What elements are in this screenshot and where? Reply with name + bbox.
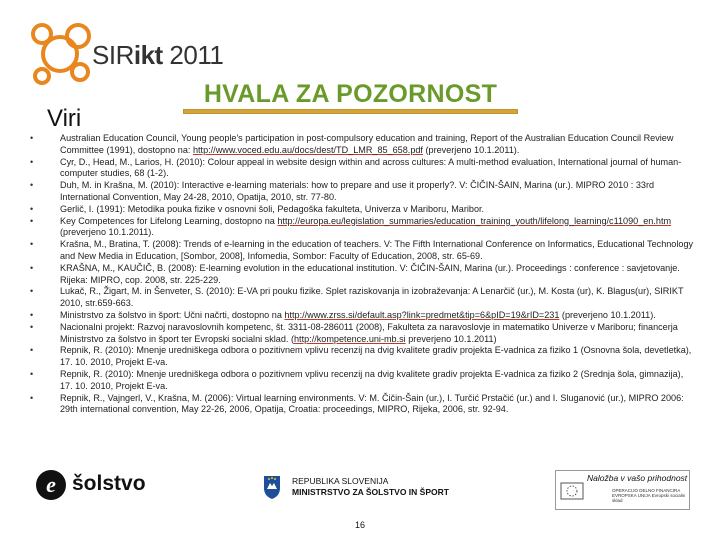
section-heading: Viri [47, 105, 82, 132]
slovenia-crest-icon [262, 474, 282, 500]
eu-flag-icon [560, 475, 584, 505]
reference-item [30, 345, 698, 369]
reference-link[interactable]: http://europa.eu/legislation_summaries/education_training_youth/lifelong_learning/c11090_en.htm [277, 215, 672, 226]
reference-text: Krašna, M., Bratina, T. (2008): Trends of e-learning in the education of teachers. V: The Fifth International Conference on Informatics, Educational Technology and New Media in Education, [Sombor, 2008], Infomedia, Sombor: Faculty of Education, 2008, str. 65-69. [60, 239, 694, 261]
reference-item [30, 322, 698, 346]
reference-text: Australian Education Council, Young people's participation in post-compulsory education and training, Report of the Australian Education Council Review Committee (1991), dostopno na: [60, 133, 674, 155]
page-title: HVALA ZA POZORNOST [203, 80, 498, 108]
reference-text: Nacionalni projekt: Razvoj naravoslovnih kompetenc, št. 3311-08-286011 (2008), Fakulteta za naravoslovje in matematiko Univerze v Mariboru; financerja Ministrstvo za šolstvo in šport ter Evropski socialni sklad. ( [60, 321, 678, 344]
reference-item [30, 204, 698, 216]
reference-link[interactable]: http://www.zrss.si/default.asp?link=predmet&tip=6&pID=19&rID=231 [284, 309, 560, 320]
ministry-line2: MINISTRSTVO ZA ŠOLSTVO IN ŠPORT [292, 487, 449, 497]
reference-link[interactable]: http://kompetence.uni-mb.si [294, 333, 406, 344]
reference-item [30, 239, 698, 263]
reference-item [30, 286, 698, 310]
page-number: 16 [354, 520, 365, 530]
reference-item [30, 393, 698, 417]
reference-suffix: (preverjeno 10.1.2011). [559, 309, 656, 320]
reference-suffix: (preverjeno 10.1.2011). [422, 144, 520, 155]
eu-slogan: Naložba v vašo prihodnost [587, 473, 688, 483]
reference-item [30, 216, 698, 240]
reference-item [30, 157, 698, 181]
reference-text: Gerlič, I. (1991): Metodika pouka fizike v osnovni šoli, Pedagoška fakulteta, Univerza v Mariboru, Maribor. [60, 203, 485, 214]
reference-text: Duh, M. in Krašna, M. (2010): Interactive e-learning materials: how to prepare and use it properly?. V: ČIČIN-ŠAIN, Marina (ur.). MIPRO 2010 : 33rd International Convention, May 24-28, 2010, Opatija, 2010, str. 77-80. [60, 180, 655, 202]
reference-text: Cyr, D., Head, M., Larios, H. (2010): Colour appeal in website design within and across cultures: A multi-method evaluation, International journal of human-computer studies, 68 (1-2). [60, 156, 682, 179]
eu-small-text: OPERACIJO DELNO FINANCIRA EVROPSKA UNIJA Evropski socialni sklad [612, 488, 686, 503]
reference-item [30, 180, 698, 204]
reference-link[interactable]: http://www.voced.edu.au/docs/dest/TD_LMR_85_658.pdf [192, 144, 423, 155]
reference-suffix: (preverjeno 10.1.2011). [60, 227, 154, 238]
reference-text: Lukač, R., Žigart, M. in Šenveter, S. (2010): E-VA pri pouku fizike. Splet raziskovanja in izobraževanja: A Lenarčič (ur.), M. Kosta (ur), K. Blagus(ur), SIRIKT 2010, str.659-663. [60, 286, 684, 309]
reference-item [30, 369, 698, 393]
reference-item [30, 310, 698, 322]
reference-item [30, 263, 698, 287]
reference-text: Ministrstvo za šolstvo in šport: Učni načrti, dostopno na [60, 309, 285, 320]
reference-text: Key Competences for Lifelong Learning, dostopno na [60, 215, 278, 226]
ministry-line1: REPUBLIKA SLOVENIJA [292, 476, 389, 486]
references-list [30, 133, 698, 416]
logo-wordmark: SIRikt 2011 [92, 40, 224, 70]
reference-item [30, 133, 698, 157]
reference-text: KRAŠNA, M., KAUČIČ, B. (2008): E-learning evolution in the educational institution. V: ČIČIN-ŠAIN, Marina (ur.). Proceedings : conference : savjetovanje. Rijeka: MIPRO, cop. 2008, str. 225-229. [60, 262, 680, 285]
esolstvo-wordmark: šolstvo [72, 472, 146, 495]
svg-text:e: e [46, 472, 56, 497]
reference-text: Repnik, R., Vajngerl, V., Krašna, M. (2006): Virtual learning environments. V: M. Čičin-Šain (ur.), I. Turčić Prstačić (ur.) and I. Sluganović (ur.), MIPRO 2006: 29th international convention, May 22-26, 2006, Opatija, Croatia: proceedings, MIPRO, Rijeka, 2006, str. 92-94. [60, 392, 684, 415]
reference-suffix: preverjeno 10.1.2011) [405, 333, 497, 344]
reference-text: Repnik, R. (2010): Mnenje uredniškega odbora o pozitivnem vplivu recenzij na dvig kvalitete gradiv projekta E-vadnica za fiziko 1 (Osnovna šola, devetletka), 17. 10. 2010, Projekt E-va. [60, 345, 692, 368]
reference-text: Repnik, R. (2010): Mnenje uredniškega odbora o pozitivnem vplivu recenzij na dvig kvalitete gradiv projekta E-vadnica za fiziko 2 (Srednja šola, gimnazija), 17. 10. 2010, Projekt E-va. [60, 368, 684, 391]
title-underline [183, 109, 518, 114]
